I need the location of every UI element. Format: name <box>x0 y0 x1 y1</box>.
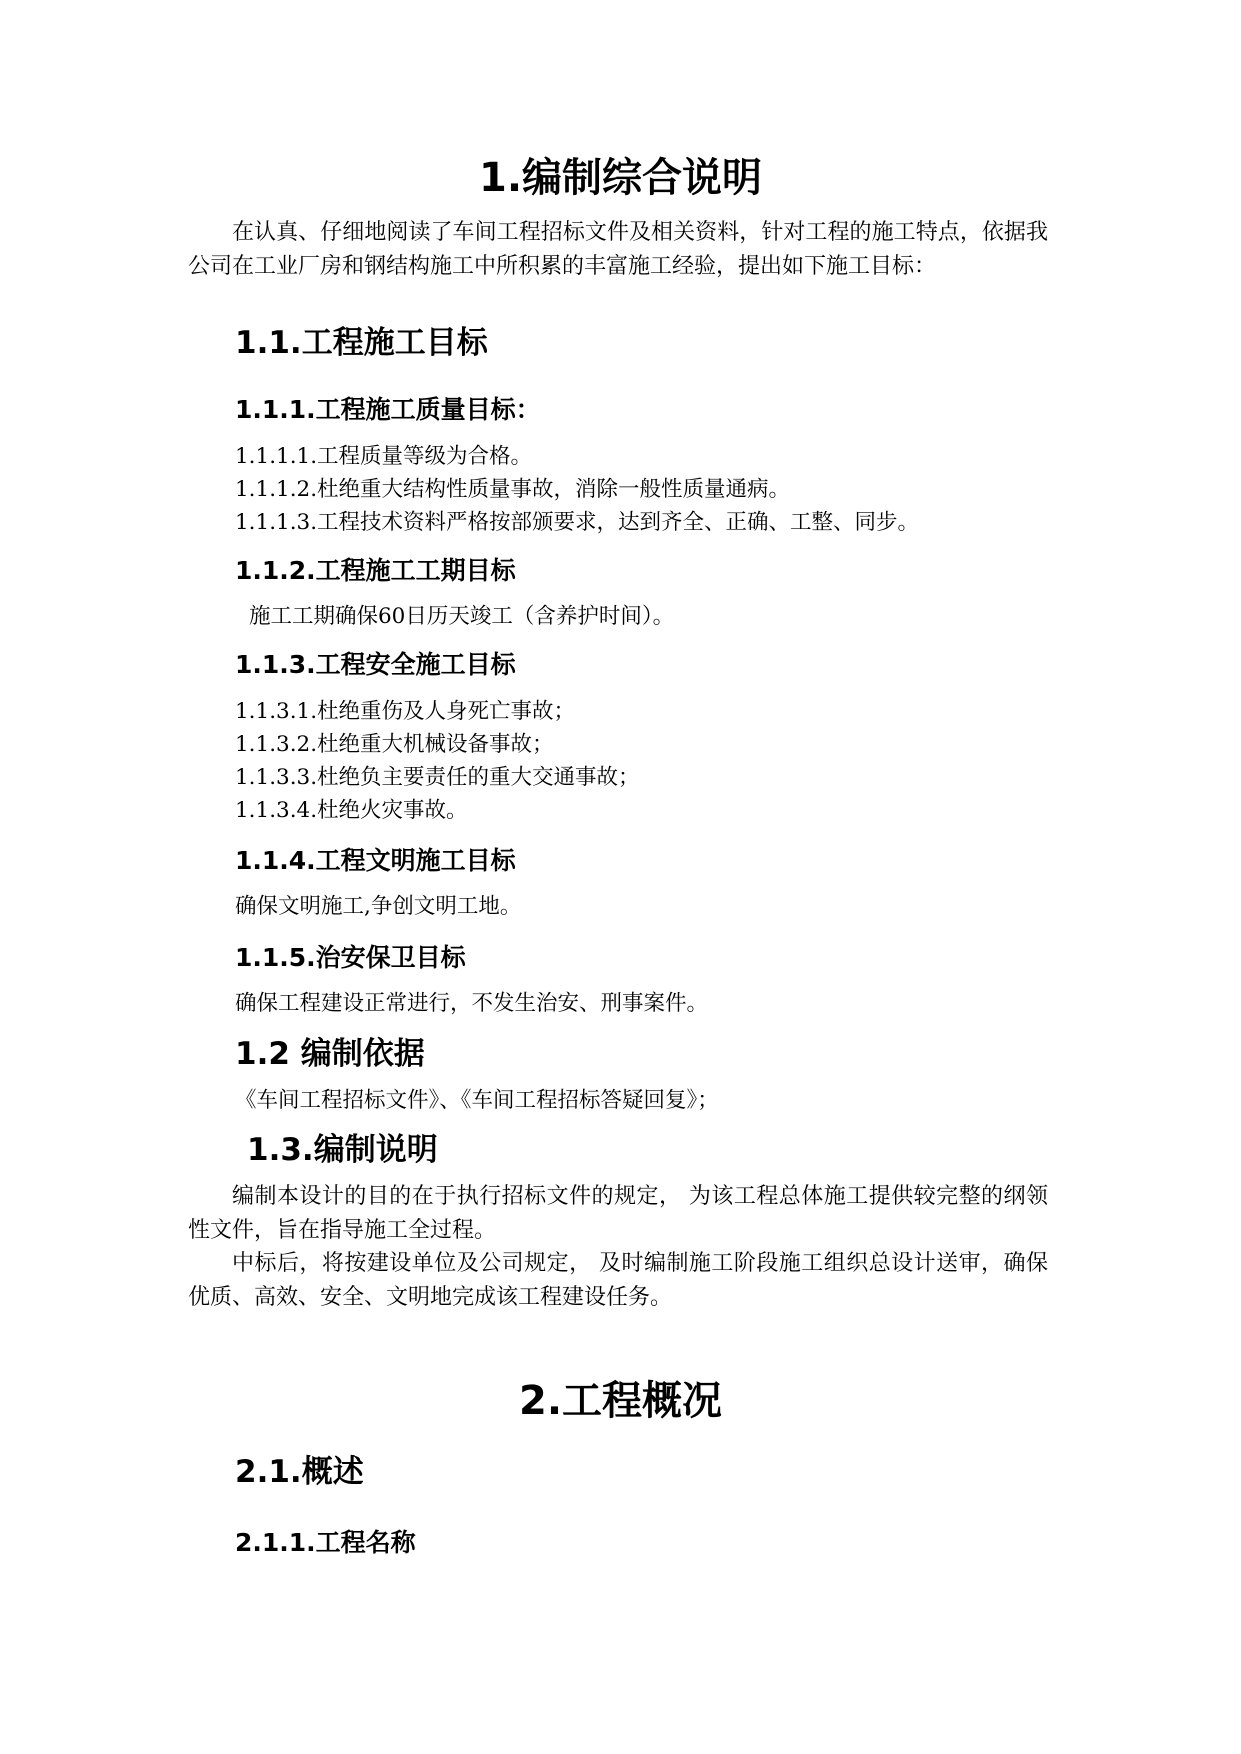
heading-2-1: 2.1.概述 <box>235 1454 364 1490</box>
list-item-1-1-3-2: 1.1.3.2.杜绝重大机械设备事故； <box>235 732 554 757</box>
civilized-text: 确保文明施工,争创文明工地。 <box>235 894 522 919</box>
heading-1-1-1: 1.1.1.工程施工质量目标： <box>235 395 541 424</box>
section-1-intro: 在认真、仔细地阅读了车间工程招标文件及相关资料，针对工程的施工特点，依据我公司在工业厂房和钢结构施工中所积累的丰富施工经验，提出如下施工目标： <box>188 220 1048 279</box>
list-item-1-1-1-2: 1.1.1.2.杜绝重大结构性质量事故，消除一般性质量通病。 <box>235 477 791 502</box>
heading-1-2: 1.2 编制依据 <box>235 1036 425 1072</box>
heading-1-1-2: 1.1.2.工程施工工期目标 <box>235 556 516 585</box>
list-item-1-1-3-4: 1.1.3.4.杜绝火灾事故。 <box>235 798 468 823</box>
list-item-1-1-3-1: 1.1.3.1.杜绝重伤及人身死亡事故； <box>235 699 576 724</box>
heading-2-1-1: 2.1.1.工程名称 <box>235 1528 416 1557</box>
security-text: 确保工程建设正常进行，不发生治安、刑事案件。 <box>235 991 709 1016</box>
section-1-title: 1.编制综合说明 <box>478 155 763 201</box>
schedule-text: 施工工期确保60日历天竣工（含养护时间）。 <box>249 604 675 629</box>
heading-1-1-4: 1.1.4.工程文明施工目标 <box>235 846 516 875</box>
list-item-1-1-3-3: 1.1.3.3.杜绝负主要责任的重大交通事故； <box>235 765 640 790</box>
heading-1-1-3: 1.1.3.工程安全施工目标 <box>235 650 516 679</box>
heading-1-1: 1.1.工程施工目标 <box>235 325 488 361</box>
explanation-paragraph-2: 中标后，将按建设单位及公司规定， 及时编制施工阶段施工组织总设计送审，确保优质、高效、安全、文明地完成该工程建设任务。 <box>188 1251 1048 1310</box>
list-item-1-1-1-3: 1.1.1.3.工程技术资料严格按部颁要求，达到齐全、正确、工整、同步。 <box>235 510 920 535</box>
basis-text: 《车间工程招标文件》、《车间工程招标答疑回复》； <box>235 1088 719 1113</box>
list-item-1-1-1-1: 1.1.1.1.工程质量等级为合格。 <box>235 444 533 469</box>
heading-1-3: 1.3.编制说明 <box>247 1132 438 1168</box>
section-2-title: 2.工程概况 <box>518 1378 723 1424</box>
explanation-paragraph-1: 编制本设计的目的在于执行招标文件的规定， 为该工程总体施工提供较完整的纲领性文件，旨在指导施工全过程。 <box>188 1184 1048 1243</box>
heading-1-1-5: 1.1.5.治安保卫目标 <box>235 943 466 972</box>
